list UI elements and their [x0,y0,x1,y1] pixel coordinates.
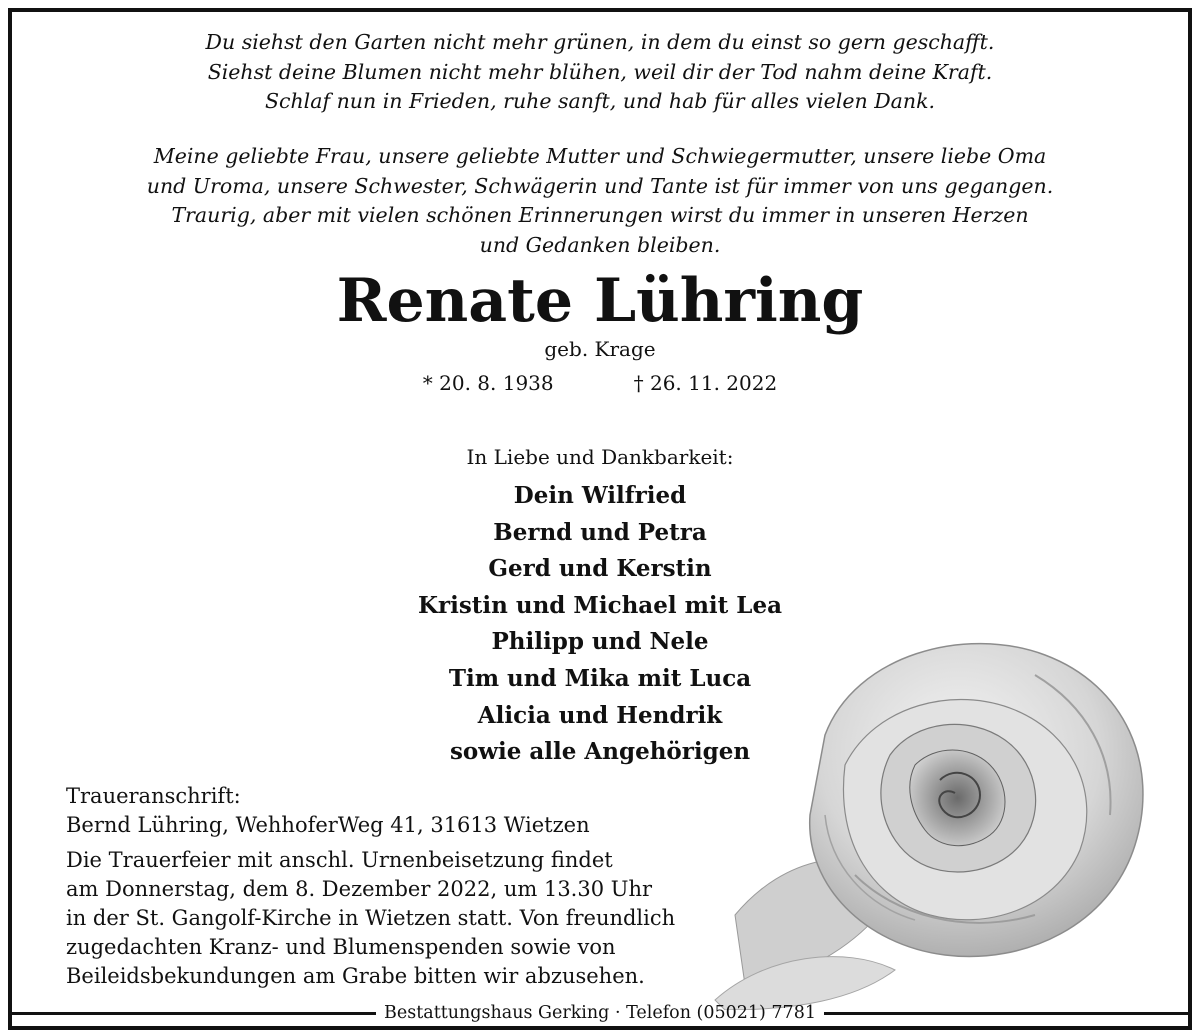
mourner-name: Tim und Mika mit Luca [448,664,752,692]
address-label: Traueranschrift: [66,784,241,808]
mourner-name: Kristin und Michael mit Lea [417,591,783,619]
tribute-line: Traurig, aber mit vielen schönen Erinnerungen wirst du immer in unseren Herzen [171,203,1029,227]
deceased-name: Renate Lühring [336,266,864,336]
mourner-name: Gerd und Kerstin [488,555,712,583]
mourners-list [0,478,1200,771]
service-line: in der St. Gangolf-Kirche in Wietzen statt. Von freundlich [66,906,676,930]
poem [0,28,1200,117]
mourner-name: Bernd und Petra [493,518,707,546]
mourner-name: Philipp und Nele [491,628,709,656]
footer [12,1000,1188,1026]
mourner-name: Alicia und Hendrik [477,701,723,729]
address-value: Bernd Lühring, WehhoferWeg 41, 31613 Wietzen [66,813,590,837]
life-dates [0,370,1200,396]
mourning-address [66,782,590,840]
tribute-line: und Gedanken bleiben. [479,232,721,257]
tribute-text [0,142,1200,260]
mourners-intro: In Liebe und Dankbarkeit: [466,445,734,469]
death-date: † 26. 11. 2022 [633,371,778,395]
poem-line: Du siehst den Garten nicht mehr grünen, in dem du einst so gern geschafft. [205,30,995,54]
funeral-home-contact: Bestattungshaus Gerking · Telefon (05021) 7781 [384,1003,816,1023]
service-line: Die Trauerfeier mit anschl. Urnenbeisetzung findet [66,848,613,872]
tribute-line: und Uroma, unsere Schwester, Schwägerin und Tante ist für immer von uns gegangen. [146,173,1054,198]
tribute-line: Meine geliebte Frau, unsere geliebte Mutter und Schwiegermutter, unsere liebe Oma [153,144,1047,168]
service-info [66,846,746,991]
mourner-name: Dein Wilfried [513,482,687,509]
poem-line: Schlaf nun in Frieden, ruhe sanft, und hab für alles vielen Dank. [264,89,936,113]
service-line: zugedachten Kranz- und Blumenspenden sowie von [66,935,616,959]
footer-rule-right [824,1012,1188,1015]
birth-date: * 20. 8. 1938 [422,371,554,395]
poem-line: Siehst deine Blumen nicht mehr blühen, weil dir der Tod nahm deine Kraft. [207,59,993,84]
birth-name: geb. Krage [544,337,656,361]
footer-rule-left [12,1012,376,1015]
service-line: Beileidsbekundungen am Grabe bitten wir abzusehen. [66,964,645,988]
mourner-name: sowie alle Angehörigen [449,738,751,766]
service-line: am Donnerstag, dem 8. Dezember 2022, um 13.30 Uhr [66,877,653,901]
